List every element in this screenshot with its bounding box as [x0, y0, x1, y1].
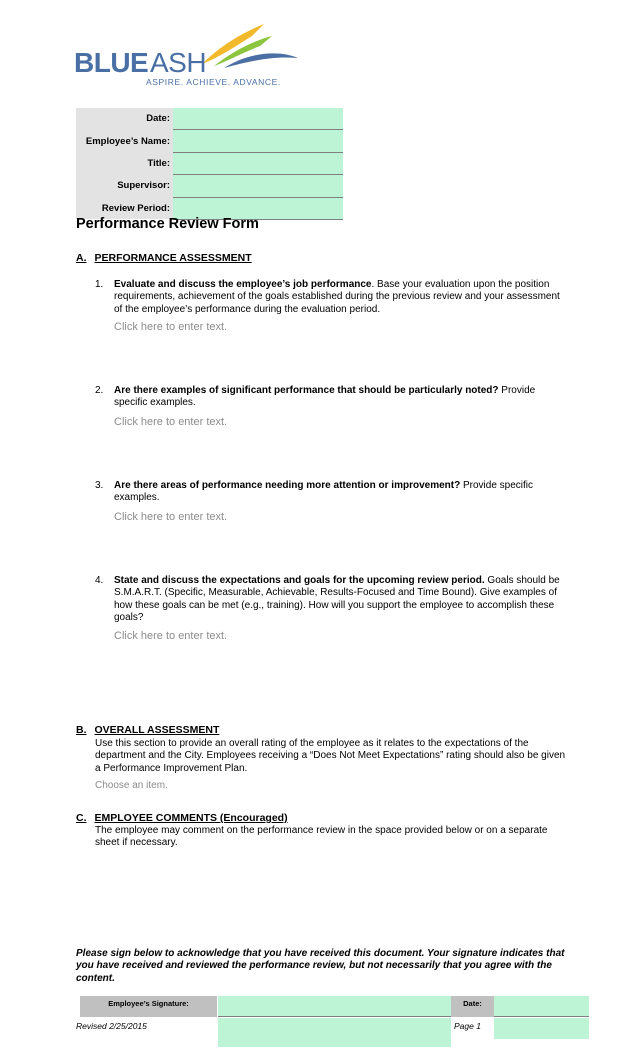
section-b-heading — [76, 724, 219, 736]
employee-info-table — [76, 108, 343, 220]
info-row-employee-name — [76, 130, 343, 152]
logo-word-ash: ASH — [150, 47, 207, 78]
question-2-text — [114, 385, 568, 410]
supervisor-field[interactable] — [173, 175, 343, 197]
question-3-text — [114, 480, 568, 505]
date-field[interactable] — [173, 108, 343, 130]
signature-date-field[interactable] — [494, 996, 589, 1017]
question-2-rest: Provide specific examples. — [114, 385, 536, 409]
question-4-answer-field[interactable]: Click here to enter text. — [114, 630, 228, 642]
question-2-answer-field[interactable]: Click here to enter text. — [114, 416, 228, 428]
employee-name-label: Employee’s Name: — [76, 130, 173, 152]
section-c-letter: C. — [76, 812, 87, 824]
info-row-supervisor — [76, 175, 343, 197]
logo-tagline: ASPIRE. ACHIEVE. ADVANCE. — [146, 77, 281, 87]
blue-ash-logo — [74, 22, 304, 92]
section-a-title: PERFORMANCE ASSESSMENT — [94, 252, 252, 264]
title-field[interactable] — [173, 152, 343, 174]
question-4-rest: Goals should be S.M.A.R.T. (Specific, Measurable, Achievable, Results-Focused and Time Bound). Give examples of how these goals can be met (e.g., training). How will you support the employee to accomplish these goals? — [114, 575, 560, 623]
question-1-text — [114, 279, 568, 316]
question-1-bold: Evaluate and discuss the employee’s job performance — [114, 279, 372, 290]
section-b-description: Use this section to provide an overall rating of the employee as it relates to the expectations of the department and the City. Employees receiving a “Does Not Meet Expectations” rating should also be given a Performance Improvement Plan. — [95, 738, 566, 774]
title-label: Title: — [76, 152, 173, 174]
overall-rating-dropdown[interactable]: Choose an item. — [95, 780, 168, 791]
question-1-rest: . Base your evaluation upon the position requirements, achievement of the goals established during the previous review and your assessment of the employee’s performance during the evaluation period. — [114, 279, 560, 315]
section-b-letter: B. — [76, 724, 87, 736]
question-1-number: 1. — [95, 279, 104, 290]
revised-date: Revised 2/25/2015 — [76, 1021, 147, 1031]
question-3-number: 3. — [95, 480, 104, 491]
section-c-heading — [76, 812, 288, 824]
swoosh-logo-icon — [194, 22, 304, 72]
section-c-description: The employee may comment on the performance review in the space provided below or on a separate sheet if necessary. — [95, 825, 548, 849]
info-row-title — [76, 152, 343, 174]
question-4-number: 4. — [95, 575, 104, 586]
acknowledgement-text: Please sign below to acknowledge that you have received this document. Your signature indicates that you have received and reviewed the performance review, but not necessarily that you agree with the content. — [76, 948, 565, 984]
review-period-label: Review Period: — [76, 197, 173, 219]
question-2-bold: Are there examples of significant performance that should be particularly noted? — [114, 385, 499, 396]
section-a-letter: A. — [76, 252, 87, 264]
question-1-answer-field[interactable]: Click here to enter text. — [114, 321, 228, 333]
date-field-extension — [494, 1018, 589, 1039]
question-3-answer-field[interactable]: Click here to enter text. — [114, 511, 228, 523]
section-b-title: OVERALL ASSESSMENT — [94, 724, 220, 736]
form-title: Performance Review Form — [76, 216, 259, 232]
section-a-heading — [76, 252, 252, 264]
section-c-title: EMPLOYEE COMMENTS (Encouraged) — [94, 812, 288, 824]
employee-signature-label: Employee’s Signature: — [80, 996, 217, 1017]
date-label: Date: — [76, 108, 173, 130]
page-number: Page 1 — [454, 1021, 481, 1031]
employee-signature-field[interactable] — [218, 996, 451, 1017]
signature-field-extension — [218, 1018, 451, 1047]
question-4-text — [114, 575, 568, 624]
question-2-number: 2. — [95, 385, 104, 396]
employee-name-field[interactable] — [173, 130, 343, 152]
signature-date-label: Date: — [451, 996, 494, 1017]
question-3-rest: Provide specific examples. — [114, 480, 534, 504]
logo-word-blue: BLUE — [74, 47, 149, 78]
question-3-bold: Are there areas of performance needing more attention or improvement? — [114, 480, 461, 491]
supervisor-label: Supervisor: — [76, 175, 173, 197]
question-4-bold: State and discuss the expectations and goals for the upcoming review period. — [114, 575, 485, 586]
info-row-date — [76, 108, 343, 130]
